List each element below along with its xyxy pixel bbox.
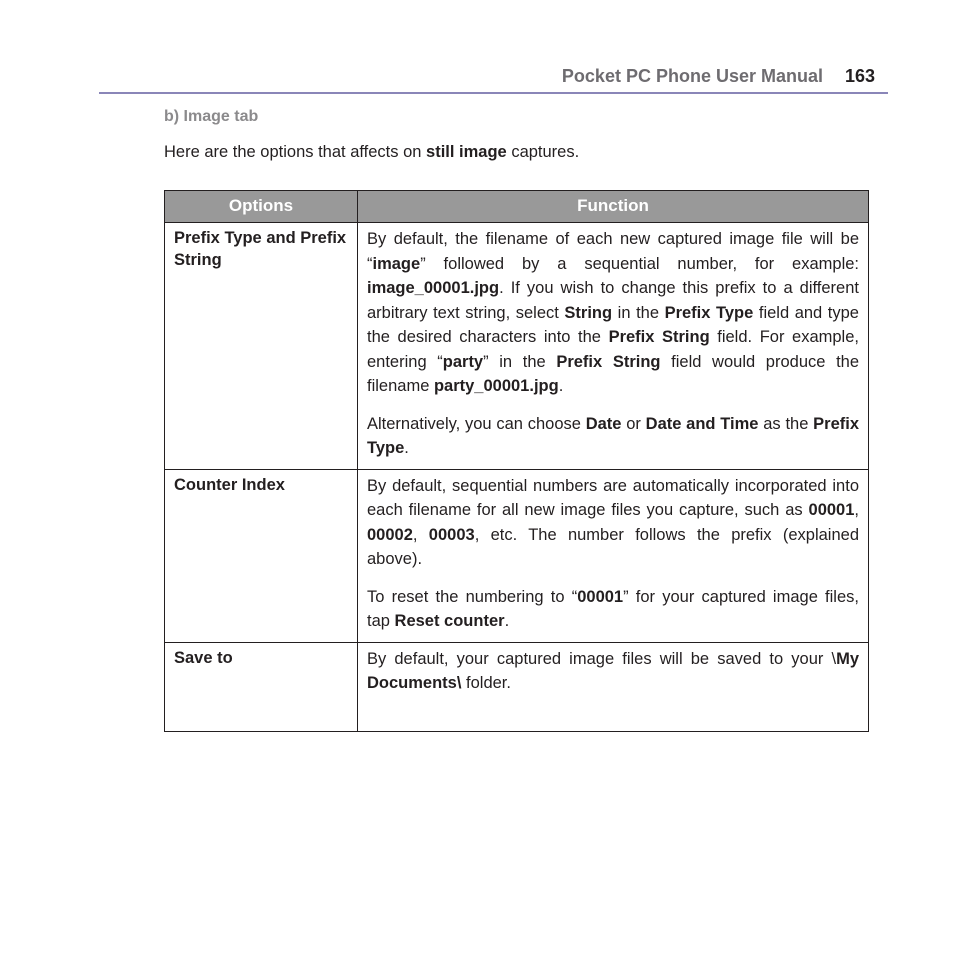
intro-text — [164, 143, 579, 162]
bold-term: String — [564, 303, 613, 322]
text-run: By default, sequential numbers are automatically incorporated into each filename for all new image files you capture, such as — [367, 476, 859, 519]
text-run: . — [504, 612, 510, 630]
text-run: field. For example, entering “ — [367, 328, 859, 371]
options-table — [164, 190, 869, 732]
text-run: ” for your captured image files, tap — [367, 587, 859, 630]
table-row — [165, 642, 869, 731]
table-header-row — [165, 191, 869, 223]
text-run: . — [558, 377, 564, 395]
page-header — [99, 62, 888, 94]
text-run: field would produce the filename — [367, 352, 860, 395]
bold-term: 00002 — [367, 525, 413, 544]
text-run: in the — [612, 303, 665, 322]
option-name: Prefix Type and Prefix String — [165, 223, 358, 470]
option-name: Counter Index — [165, 469, 358, 642]
function-paragraph — [367, 585, 859, 634]
bold-term: Date and Time — [645, 414, 759, 433]
section-title: b) Image tab — [164, 108, 259, 125]
bold-term: Prefix Type — [664, 303, 754, 322]
page-number: 163 — [844, 66, 875, 86]
option-name: Save to — [165, 642, 358, 731]
text-run: , etc. The number follows the prefix (explained above). — [367, 525, 860, 568]
function-paragraph — [367, 412, 859, 461]
text-run: ” in the — [483, 352, 557, 371]
bold-term: Prefix String — [608, 328, 710, 346]
text-run: field and type the desired characters into the — [367, 303, 859, 346]
bold-term: 00001 — [808, 501, 855, 519]
table-row — [165, 469, 869, 642]
function-column-header: Function — [358, 191, 869, 223]
text-run: folder. — [461, 674, 511, 692]
bold-term: Reset counter — [394, 612, 505, 630]
text-run: . — [404, 439, 409, 457]
option-function — [358, 223, 869, 470]
text-run: . If you wish to change this prefix to a different arbitrary text string, select — [367, 279, 859, 322]
text-run: Alternatively, you can choose — [367, 414, 586, 433]
text-run: By default, your captured image files will be saved to your \ — [367, 649, 837, 668]
bold-term: Prefix Type — [367, 414, 860, 457]
function-paragraph — [367, 474, 859, 572]
text-run: or — [621, 414, 646, 433]
bold-term: Prefix String — [556, 352, 661, 371]
bold-term: party_00001.jpg — [433, 377, 559, 395]
text-run: To reset the numbering to “ — [367, 587, 578, 606]
table-row — [165, 223, 869, 470]
function-paragraph — [367, 227, 859, 399]
text-run: , — [854, 501, 859, 519]
option-function — [358, 642, 869, 731]
bold-term: 00003 — [428, 525, 475, 544]
intro-text-start: Here are the options that affects on — [164, 143, 427, 161]
intro-text-bold: still image — [426, 143, 507, 161]
function-paragraph — [367, 647, 859, 696]
option-function — [358, 469, 869, 642]
bold-term: image — [372, 254, 421, 273]
manual-title: Pocket PC Phone User Manual — [561, 66, 823, 86]
text-run: ” followed by a sequential number, for example: — [420, 254, 859, 273]
options-column-header: Options — [165, 191, 358, 223]
bold-term: My Documents\ — [367, 649, 859, 692]
text-run: By default, the filename of each new captured image file will be “ — [367, 230, 859, 273]
bold-term: Date — [585, 414, 622, 433]
text-run: , — [412, 525, 429, 544]
bold-term: 00001 — [577, 587, 624, 606]
text-run: as the — [758, 414, 814, 433]
bold-term: party — [442, 352, 484, 371]
bold-term: image_00001.jpg — [367, 279, 500, 297]
intro-text-end: captures. — [506, 143, 580, 161]
